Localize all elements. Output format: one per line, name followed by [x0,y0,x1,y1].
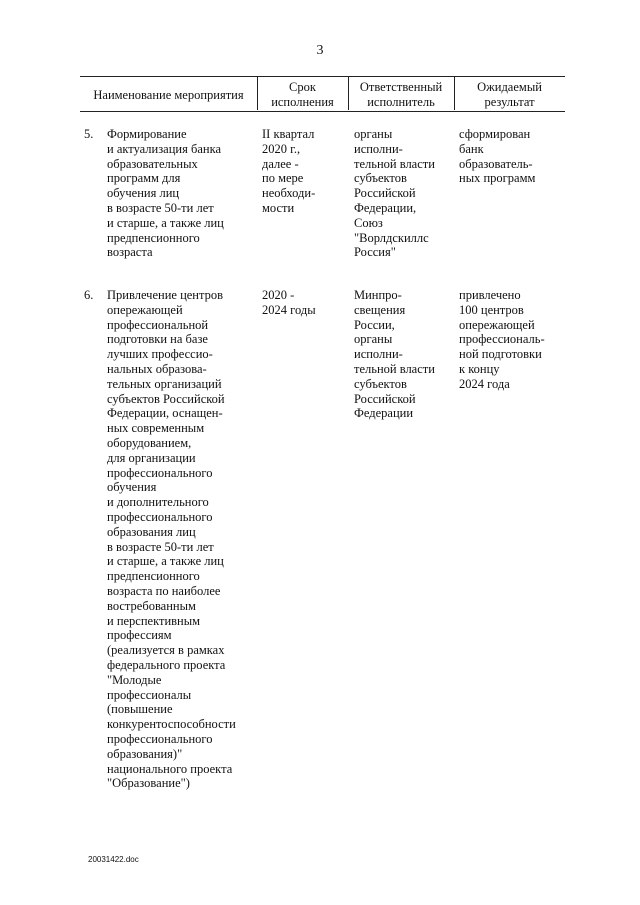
table-top-rule [80,76,565,77]
row-name: Формирование и актуализация банка образовательных программ для обучения лиц в возрасте 50-ти лет и старше, а также лиц предпенсионного возраста [107,127,224,260]
row-result: привлечено 100 центров опережающей профессиональ- ной подготовки к концу 2024 года [459,288,545,391]
header-deadline: Срок исполнения [271,80,334,109]
header-responsible: Ответственный исполнитель [359,80,443,109]
row-number: 6. [84,288,94,302]
row-deadline: 2020 - 2024 годы [262,288,316,317]
row-responsible: органы исполни- тельной власти субъектов Российской Федерации, Союз "Ворлдскиллс Россия" [354,127,435,260]
page-number: 3 [316,43,324,58]
row-name: Привлечение центров опережающей профессиональной подготовки на базе лучших профессио- нальных образова- тельных организаций субъектов Российской Федерации, оснащен- ных современным оборудованием, для организации профессионального обучения и дополнительного профессионального образования лиц в возрасте 50-ти лет и старше, а также лиц предпенсионного возраста по наиболее востребованным и перспективным профессиям (реализуется в рамках федерального проекта "Молодые профессионалы (повышение конкурентоспособности профессионального образования)" национального проекта "Образование") [107,288,236,791]
footer-filename: 20031422.doc [88,855,139,864]
header-name: Наименование мероприятия [93,88,244,102]
row-number: 5. [84,127,94,141]
table-header-rule [80,111,565,112]
row-result: сформирован банк образователь- ных программ [459,127,536,186]
header-result: Ожидаемый результат [477,80,542,109]
row-deadline: II квартал 2020 г., далее - по мере необходи- мости [262,127,316,215]
row-responsible: Минпро- свещения России, органы исполни- тельной власти субъектов Российской Федерации [354,288,435,421]
